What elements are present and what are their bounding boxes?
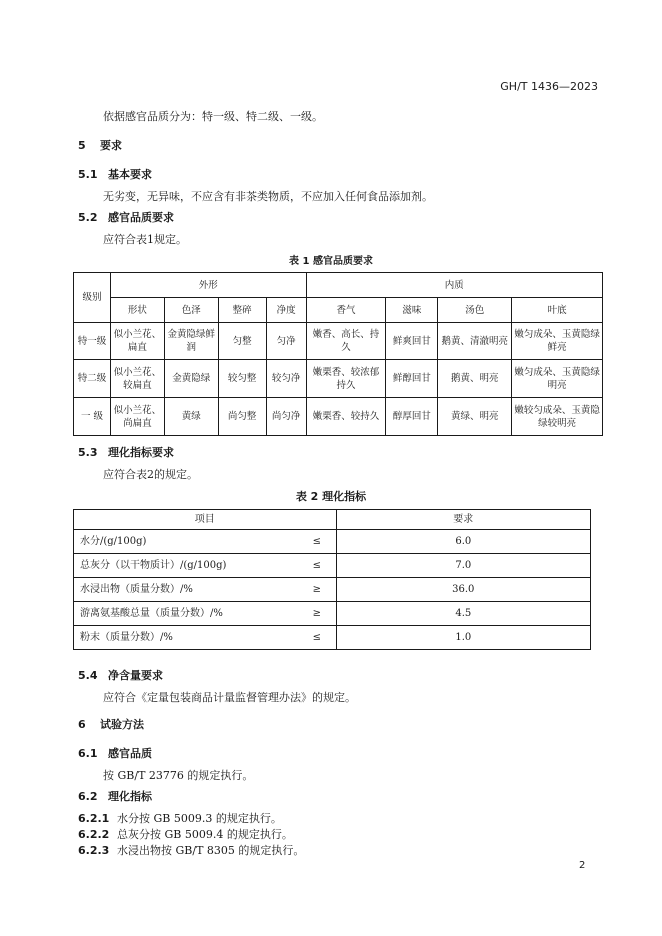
table-2-caption: 表 2 理化指标 [295,490,367,503]
column-header: 滋味 [386,298,438,323]
grade-intro: 依据感官品质分为：特一级、特二级、一级。 [103,110,323,123]
table-cell: 似小兰花、扁直 [110,323,164,360]
section-5-3-text: 应符合表2的规定。 [103,468,198,481]
comparison-symbol: ≥ [298,602,336,626]
inner-group-header: 内质 [306,273,602,298]
table-cell: 尚匀整 [218,398,266,436]
section-6-2-heading: 6.2 理化指标 [78,790,152,803]
grade-cell: 一 级 [74,398,111,436]
clause-6-2-2: 6.2.2 总灰分按 GB 5009.4 的规定执行。 [78,828,293,841]
column-header: 整碎 [218,298,266,323]
section-5-heading: 5 要求 [78,139,122,152]
section-5-1-text: 无劣变，无异味，不应含有非茶类物质，不应加入任何食品添加剂。 [103,190,433,203]
physicochemical-table [73,509,591,650]
requirement-header: 要求 [336,510,590,530]
column-header: 香气 [306,298,386,323]
table-row [74,530,591,554]
clause-6-2-3: 6.2.3 水浸出物按 GB/T 8305 的规定执行。 [78,844,305,857]
value-cell: 1.0 [336,626,590,650]
table-cell: 金黄隐绿 [164,360,218,398]
outer-group-header: 外形 [110,273,306,298]
table-cell: 金黄隐绿鲜润 [164,323,218,360]
table-cell: 黄绿 [164,398,218,436]
table-row [74,626,591,650]
section-5-2-heading: 5.2 感官品质要求 [78,211,174,224]
comparison-symbol: ≤ [298,530,336,554]
table-cell: 尚匀净 [266,398,306,436]
section-5-4-heading: 5.4 净含量要求 [78,669,163,682]
table-row [74,323,603,360]
column-header: 净度 [266,298,306,323]
table-cell: 黄绿、明亮 [438,398,512,436]
comparison-symbol: ≥ [298,578,336,602]
table-cell: 似小兰花、较扁直 [110,360,164,398]
table-row [74,602,591,626]
table-1-caption: 表 1 感官品质要求 [289,256,373,267]
section-5-2-text: 应符合表1规定。 [103,233,187,246]
table-cell: 嫩匀成朵、玉黄隐绿鲜亮 [512,323,603,360]
section-5-4-text: 应符合《定量包装商品计量监督管理办法》的规定。 [103,691,356,704]
grade-header: 级别 [74,273,111,323]
table-row [74,578,591,602]
table-cell: 鹅黄、明亮 [438,360,512,398]
value-cell: 4.5 [336,602,590,626]
table-row [74,398,603,436]
table-cell: 鹅黄、清澈明亮 [438,323,512,360]
item-cell: 粉末（质量分数）/% [74,626,299,650]
table-cell: 嫩香、高长、持久 [306,323,386,360]
table-cell: 嫩栗香、较浓郁持久 [306,360,386,398]
table-cell: 较匀净 [266,360,306,398]
column-header: 汤色 [438,298,512,323]
section-6-heading: 6 试验方法 [78,718,144,731]
grade-cell: 特二级 [74,360,111,398]
section-5-1-heading: 5.1 基本要求 [78,168,152,181]
comparison-symbol: ≤ [298,626,336,650]
sensory-quality-table [73,272,603,436]
table-cell: 较匀整 [218,360,266,398]
table-cell: 鲜爽回甘 [386,323,438,360]
column-header: 色泽 [164,298,218,323]
grade-cell: 特一级 [74,323,111,360]
table-cell: 嫩较匀成朵、玉黄隐绿较明亮 [512,398,603,436]
section-6-1-text: 按 GB/T 23776 的规定执行。 [103,769,254,782]
table-cell: 匀整 [218,323,266,360]
table-row [74,360,603,398]
table-cell: 嫩栗香、较持久 [306,398,386,436]
page-number: 2 [579,860,586,871]
table-cell: 匀净 [266,323,306,360]
item-header: 项目 [74,510,337,530]
item-cell: 总灰分（以干物质计）/(g/100g) [74,554,299,578]
value-cell: 36.0 [336,578,590,602]
clause-6-2-1: 6.2.1 水分按 GB 5009.3 的规定执行。 [78,812,282,825]
table-row [74,554,591,578]
table-cell: 似小兰花、尚扁直 [110,398,164,436]
item-cell: 水浸出物（质量分数）/% [74,578,299,602]
document-code: GH/T 1436—2023 [500,80,598,93]
table-cell: 醇厚回甘 [386,398,438,436]
column-header: 叶底 [512,298,603,323]
table-cell: 鲜醇回甘 [386,360,438,398]
section-6-1-heading: 6.1 感官品质 [78,747,152,760]
item-cell: 游离氨基酸总量（质量分数）/% [74,602,299,626]
comparison-symbol: ≤ [298,554,336,578]
item-cell: 水分/(g/100g) [74,530,299,554]
table-cell: 嫩匀成朵、玉黄隐绿明亮 [512,360,603,398]
value-cell: 7.0 [336,554,590,578]
column-header: 形状 [110,298,164,323]
value-cell: 6.0 [336,530,590,554]
section-5-3-heading: 5.3 理化指标要求 [78,446,174,459]
